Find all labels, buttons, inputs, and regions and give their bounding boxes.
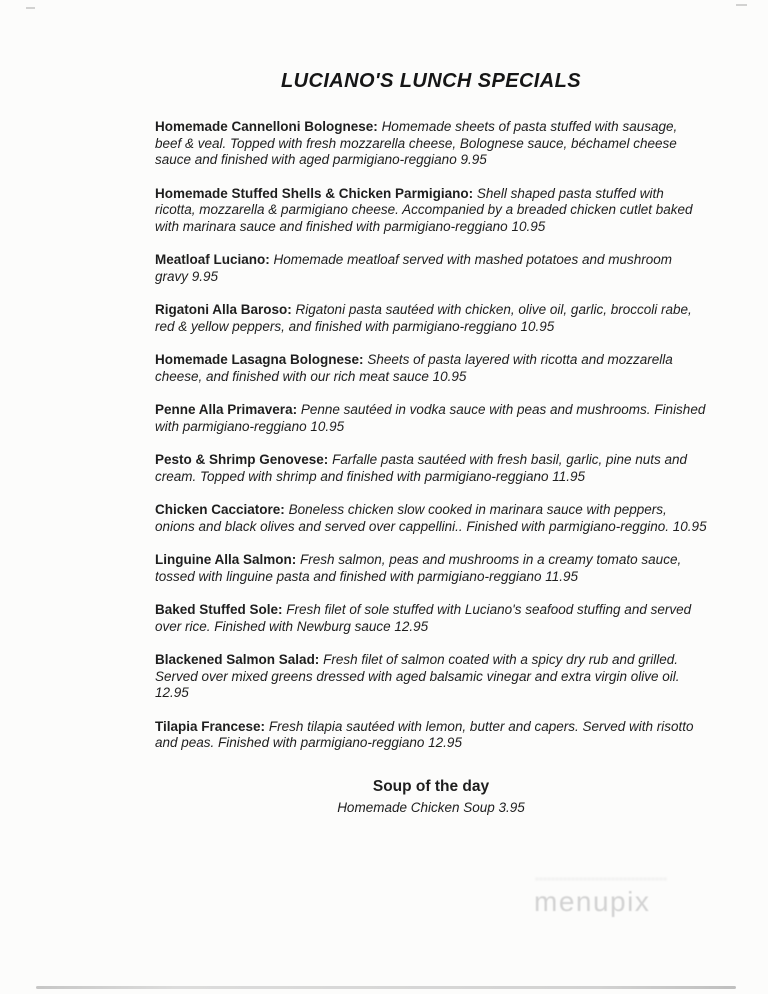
menu-item-name: Chicken Cacciatore: [155, 502, 285, 517]
menu-item-name: Penne Alla Primavera: [155, 402, 298, 417]
menu-item-description: Penne sautéed in vodka sauce with peas and mushrooms. Finished with parmigiano-reggiano 10.95 [155, 402, 706, 434]
menu-item-description: Rigatoni pasta sautéed with chicken, olive oil, garlic, broccoli rabe, red & yellow peppers, and finished with parmigiano-reggiano 10.95 [155, 302, 692, 334]
menu-item [155, 552, 707, 585]
menu-item [155, 719, 707, 752]
menu-item-name: Pesto & Shrimp Genovese: [155, 452, 329, 467]
menu-item [155, 352, 707, 385]
menu-item [155, 119, 707, 169]
soup-description: Homemade Chicken Soup 3.95 [337, 799, 525, 815]
menu-item-description: Sheets of pasta layered with ricotta and mozzarella cheese, and finished with our rich meat sauce 10.95 [155, 352, 673, 384]
scan-artifact-bottom-edge [36, 986, 736, 989]
menu-item-description: Boneless chicken slow cooked in marinara sauce with peppers, onions and black olives and served over cappellini.. Finished with parmigiano-reggino. 10.95 [155, 502, 707, 534]
soup-of-the-day-section [155, 778, 707, 815]
menu-item-name: Blackened Salmon Salad: [155, 652, 320, 667]
menu-item-name: Homemade Stuffed Shells & Chicken Parmigiano: [155, 185, 474, 201]
menu-item [155, 502, 707, 535]
scan-artifact-top-left [26, 7, 35, 9]
menu-item-name: Rigatoni Alla Baroso: [155, 302, 292, 317]
menu-item [155, 602, 707, 635]
menu-item-description: Homemade meatloaf served with mashed potatoes and mushroom gravy 9.95 [155, 252, 672, 284]
menu-item-name: Tilapia Francese: [155, 718, 266, 734]
menu-item-name: Homemade Cannelloni Bolognese: [155, 119, 378, 134]
menu-item-description: Fresh filet of sole stuffed with Luciano's seafood stuffing and served over rice. Finished with Newburg sauce 12.95 [155, 602, 692, 634]
menu-item [155, 302, 707, 335]
scan-artifact-top-right [736, 4, 747, 6]
menu-item-name: Meatloaf Luciano: [155, 252, 270, 267]
menu-item-name: Homemade Lasagna Bolognese: [155, 352, 364, 367]
menu-item-description: Fresh tilapia sautéed with lemon, butter and capers. Served with risotto and peas. Finished with parmigiano-reggiano 12.95 [155, 718, 694, 750]
menu-content [155, 70, 707, 815]
watermark-smudge [536, 878, 666, 886]
menu-item [155, 652, 707, 702]
menu-item-description: Farfalle pasta sautéed with fresh basil, garlic, pine nuts and cream. Topped with shrimp and finished with parmigiano-reggiano 11.95 [155, 452, 688, 484]
page-title: LUCIANO'S LUNCH SPECIALS [281, 70, 581, 92]
soup-title: Soup of the day [372, 777, 490, 795]
menu-item-description: Fresh filet of salmon coated with a spicy dry rub and grilled. Served over mixed greens dressed with aged balsamic vinegar and extra virgin olive oil. 12.95 [155, 652, 680, 700]
menu-item-description: Shell shaped pasta stuffed with ricotta, mozzarella & parmigiano cheese. Accompanied by a breaded chicken cutlet baked with marinara sauce and finished with parmigiano-reggiano 10.95 [155, 185, 693, 234]
menu-item [155, 402, 707, 435]
menu-item-name: Linguine Alla Salmon: [155, 552, 297, 567]
menu-item-name: Baked Stuffed Sole: [155, 602, 283, 617]
menu-item-description: Homemade sheets of pasta stuffed with sausage, beef & veal. Topped with fresh mozzarella cheese, Bolognese sauce, béchamel cheese sauce and finished with aged parmigiano-reggiano 9.95 [155, 119, 678, 167]
menu-item [155, 186, 707, 236]
menupix-watermark: menupix [534, 886, 651, 917]
menu-item [155, 452, 707, 485]
menu-item-description: Fresh salmon, peas and mushrooms in a creamy tomato sauce, tossed with linguine pasta and finished with parmigiano-reggiano 11.95 [155, 552, 682, 584]
menu-list [155, 119, 707, 752]
menu-item [155, 252, 707, 285]
